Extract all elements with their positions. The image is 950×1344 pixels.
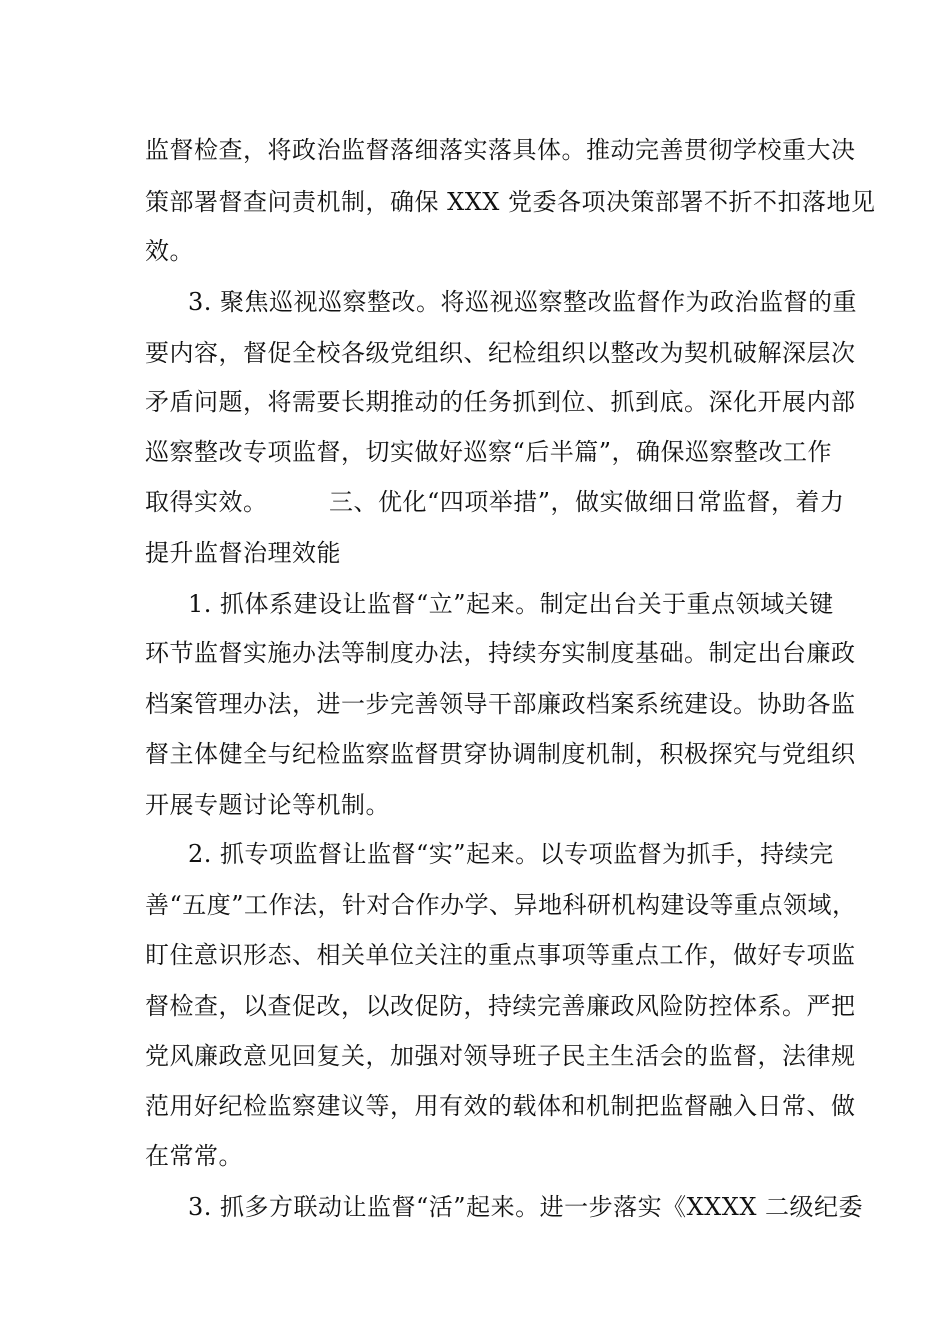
text-line: 范用好纪检监察建议等，用有效的载体和机制把监督融入日常、做 (145, 1092, 856, 1120)
text-line: 要内容，督促全校各级党组织、纪检组织以整改为契机破解深层次 (145, 339, 856, 367)
paragraph-start-line: 2. 抓专项监督让监督“实”起来。以专项监督为抓手，持续完 (188, 840, 834, 868)
text-line: 善“五度”工作法，针对合作办学、异地科研机构建设等重点领域， (145, 891, 857, 919)
text-line: 开展专题讨论等机制。 (145, 791, 390, 819)
text-line: 效。 (145, 237, 194, 265)
paragraph-start-line: 1. 抓体系建设让监督“立”起来。制定出台关于重点领域关键 (188, 590, 834, 618)
text-line: 督主体健全与纪检监察监督贯穿协调制度机制，积极探究与党组织 (145, 740, 856, 768)
text-line: 在常常。 (145, 1142, 243, 1170)
paragraph-start-line: 3. 抓多方联动让监督“活”起来。进一步落实《XXXX 二级纪委 (188, 1193, 864, 1221)
text-line: 党风廉政意见回复关，加强对领导班子民主生活会的监督，法律规 (145, 1042, 856, 1070)
text-line: 盯住意识形态、相关单位关注的重点事项等重点工作，做好专项监 (145, 941, 856, 969)
text-line: 督检查，以查促改，以改促防，持续完善廉政风险防控体系。严把 (145, 992, 856, 1020)
text-line: 矛盾问题，将需要长期推动的任务抓到位、抓到底。深化开展内部 (145, 388, 856, 416)
text-line: 环节监督实施办法等制度办法，持续夯实制度基础。制定出台廉政 (145, 639, 856, 667)
text-line: 取得实效。 三、优化“四项举措”，做实做细日常监督，着力 (145, 488, 845, 516)
text-line: 策部署督查问责机制，确保 XXX 党委各项决策部署不折不扣落地见 (145, 188, 876, 216)
text-line: 监督检查，将政治监督落细落实落具体。推动完善贯彻学校重大决 (145, 136, 856, 164)
text-line: 提升监督治理效能 (145, 539, 341, 567)
text-line: 档案管理办法，进一步完善领导干部廉政档案系统建设。协助各监 (145, 690, 856, 718)
paragraph-start-line: 3. 聚焦巡视巡察整改。将巡视巡察整改监督作为政治监督的重 (188, 288, 858, 316)
text-line: 巡察整改专项监督，切实做好巡察“后半篇”，确保巡察整改工作 (145, 438, 833, 466)
